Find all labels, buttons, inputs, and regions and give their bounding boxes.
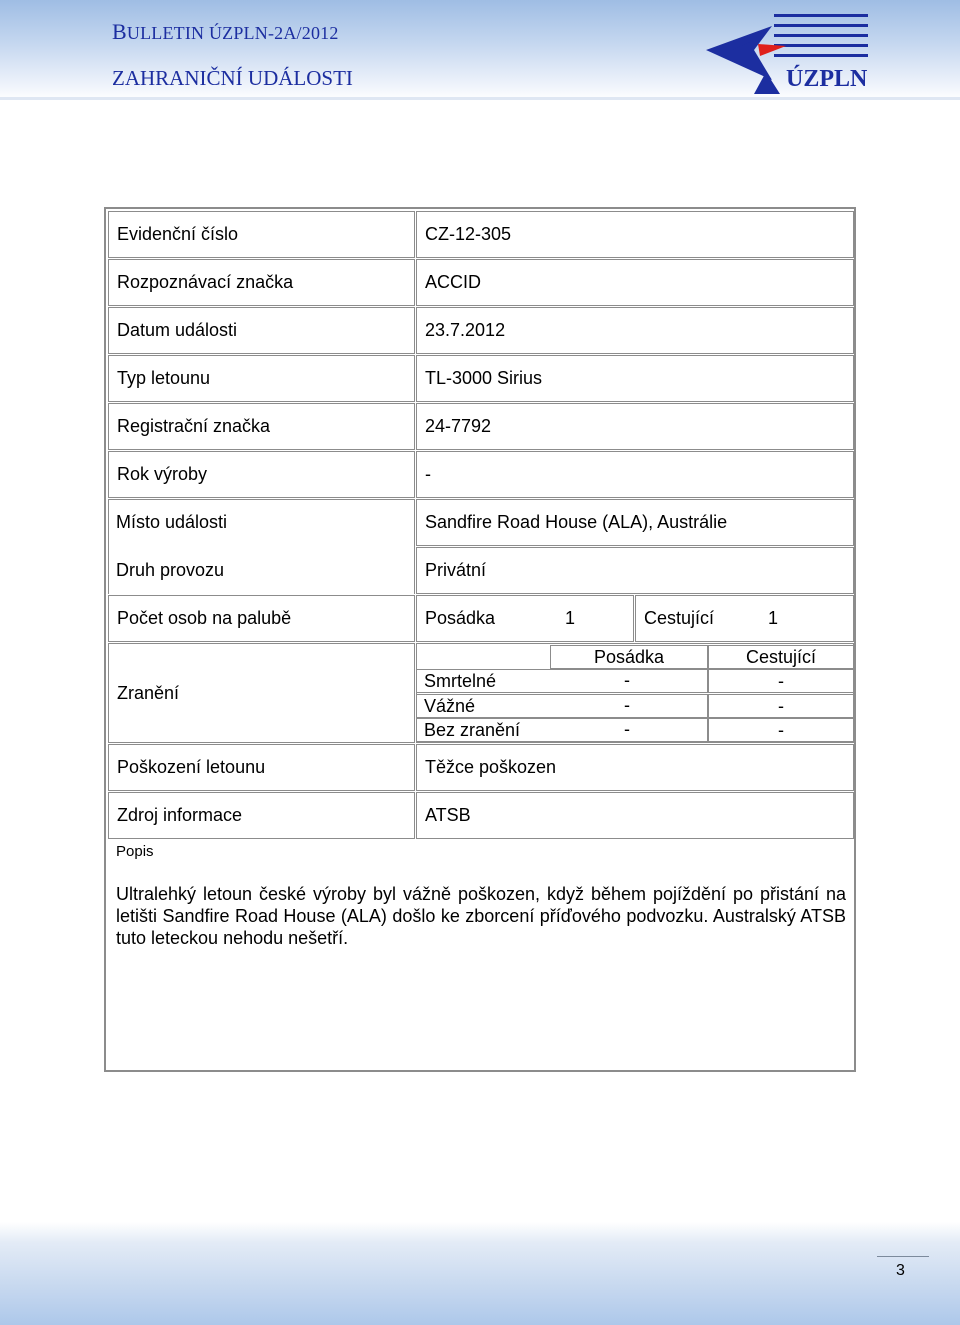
value-evidence-number: CZ-12-305 bbox=[416, 211, 854, 258]
passenger-count: 1 bbox=[768, 608, 779, 628]
value-aircraft-damage: Těžce poškozen bbox=[416, 744, 854, 791]
injuries-row-fatal-passengers: - bbox=[708, 669, 854, 693]
injuries-row-fatal-label: Smrtelné bbox=[416, 669, 708, 693]
value-year-built: - bbox=[416, 451, 854, 498]
value-information-source: ATSB bbox=[416, 792, 854, 839]
label-information-source: Zdroj informace bbox=[108, 792, 415, 839]
value-registration: 24-7792 bbox=[416, 403, 854, 450]
value-location: Sandfire Road House (ALA), Austrálie bbox=[416, 499, 854, 546]
injuries-header-crew: Posádka bbox=[550, 645, 708, 669]
label-injuries: Zranění bbox=[108, 643, 415, 743]
passengers-label: Cestující bbox=[644, 608, 715, 628]
event-record-table bbox=[104, 207, 856, 1072]
label-location: Místo události bbox=[116, 512, 228, 532]
label-year-built: Rok výroby bbox=[108, 451, 415, 498]
label-operation-type: Druh provozu bbox=[116, 560, 225, 580]
injuries-row-none-passengers: - bbox=[708, 718, 854, 742]
label-aircraft-type: Typ letounu bbox=[108, 355, 415, 402]
crew-label: Posádka bbox=[425, 608, 496, 628]
footer-rule bbox=[877, 1256, 929, 1257]
page-number: 3 bbox=[896, 1262, 905, 1279]
description-text: Ultralehký letoun české výroby byl vážně poškozen, když během pojíždění po přistání na letišti Sandfire Road House (ALA) došlo ke zborcení příďového podvozku. Australský ATSB tuto leteckou nehodu nešetří. bbox=[116, 884, 846, 948]
value-aircraft-type: TL-3000 Sirius bbox=[416, 355, 854, 402]
crew-count-cell bbox=[416, 595, 634, 642]
injuries-row-serious-passengers: - bbox=[708, 694, 854, 718]
label-aircraft-damage: Poškození letounu bbox=[108, 744, 415, 791]
label-registration: Registrační značka bbox=[108, 403, 415, 450]
injuries-row-none-crew: - bbox=[624, 719, 630, 739]
injuries-row-serious-crew: - bbox=[624, 695, 630, 715]
value-event-date: 23.7.2012 bbox=[416, 307, 854, 354]
page-footer bbox=[0, 1222, 960, 1325]
value-identification-mark: ACCID bbox=[416, 259, 854, 306]
injuries-header-passengers: Cestující bbox=[708, 645, 854, 669]
injuries-row-serious-label: Vážné bbox=[416, 694, 708, 718]
injuries-row-none-label: Bez zranění bbox=[416, 718, 708, 742]
label-identification-mark: Rozpoznávací značka bbox=[108, 259, 415, 306]
bulletin-title: BULLETIN ÚZPLN-2A/2012 bbox=[112, 19, 339, 44]
crew-count: 1 bbox=[565, 608, 576, 628]
description-label: Popis bbox=[116, 843, 154, 860]
injuries-row-fatal-crew: - bbox=[624, 670, 630, 690]
value-operation-type: Privátní bbox=[416, 547, 854, 594]
label-evidence-number: Evidenční číslo bbox=[108, 211, 415, 258]
label-persons-on-board: Počet osob na palubě bbox=[108, 595, 415, 642]
passenger-count-cell bbox=[635, 595, 854, 642]
header-divider bbox=[0, 97, 960, 100]
section-title: ZAHRANIČNÍ UDÁLOSTI bbox=[112, 66, 353, 90]
label-event-date: Datum události bbox=[108, 307, 415, 354]
uzpln-logo-text: ÚZPLN bbox=[786, 66, 868, 92]
